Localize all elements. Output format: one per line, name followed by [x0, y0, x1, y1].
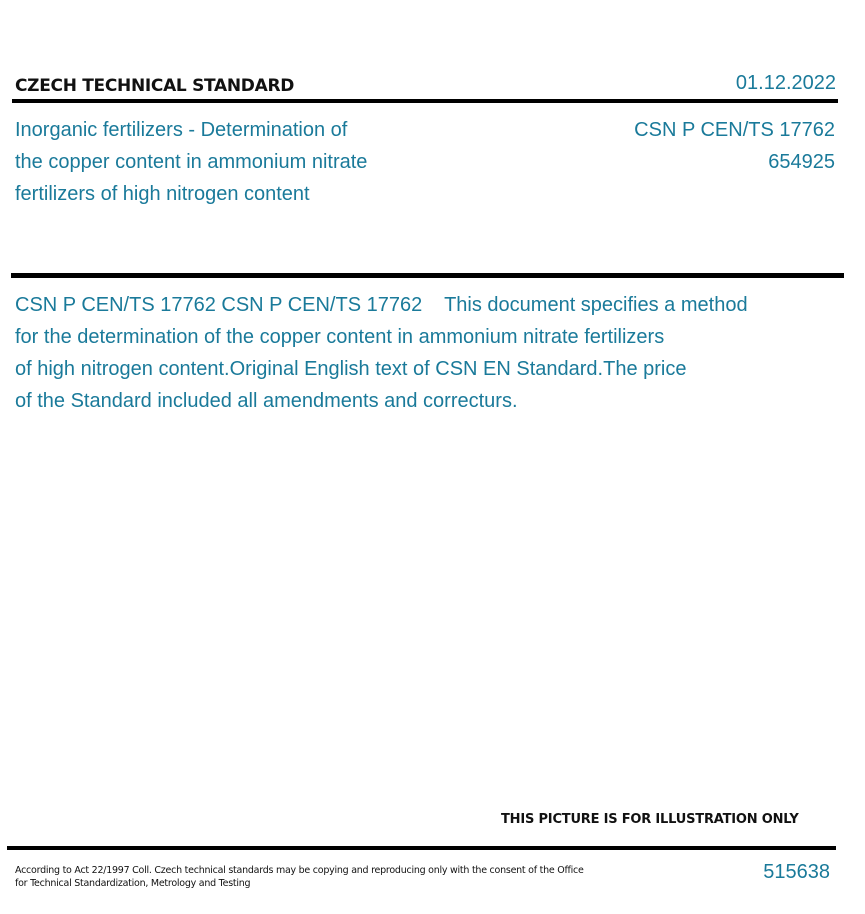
- middle-divider: [11, 273, 844, 278]
- standard-code: CSN P CEN/TS 17762: [634, 119, 835, 141]
- standard-description: [15, 289, 748, 417]
- footer-product-number: 515638: [763, 861, 830, 883]
- standard-title-line: the copper content in ammonium nitrate: [15, 151, 368, 173]
- description-line: CSN P CEN/TS 17762 CSN P CEN/TS 17762 This document specifies a method: [15, 294, 748, 316]
- document-type-heading: CZECH TECHNICAL STANDARD: [15, 76, 295, 96]
- standard-title-line: fertilizers of high nitrogen content: [15, 183, 310, 205]
- standard-title: [15, 114, 367, 210]
- legal-notice-line: According to Act 22/1997 Coll. Czech technical standards may be copying and reproducing only with the consent of the Office: [15, 865, 584, 876]
- legal-notice-line: for Technical Standardization, Metrology and Testing: [15, 878, 251, 889]
- bottom-divider: [7, 846, 836, 850]
- illustration-disclaimer: THIS PICTURE IS FOR ILLUSTRATION ONLY: [501, 812, 799, 827]
- legal-notice: [15, 864, 584, 890]
- description-line: for the determination of the copper content in ammonium nitrate fertilizers: [15, 326, 665, 348]
- publication-date: 01.12.2022: [735, 72, 836, 94]
- standard-title-line: Inorganic fertilizers - Determination of: [15, 119, 348, 141]
- description-line: of high nitrogen content.Original English text of CSN EN Standard.The price: [15, 358, 687, 380]
- catalog-number: 654925: [768, 151, 835, 173]
- standard-identifiers: [634, 114, 835, 178]
- top-divider: [12, 99, 838, 103]
- description-line: of the Standard included all amendments and correcturs.: [15, 390, 518, 412]
